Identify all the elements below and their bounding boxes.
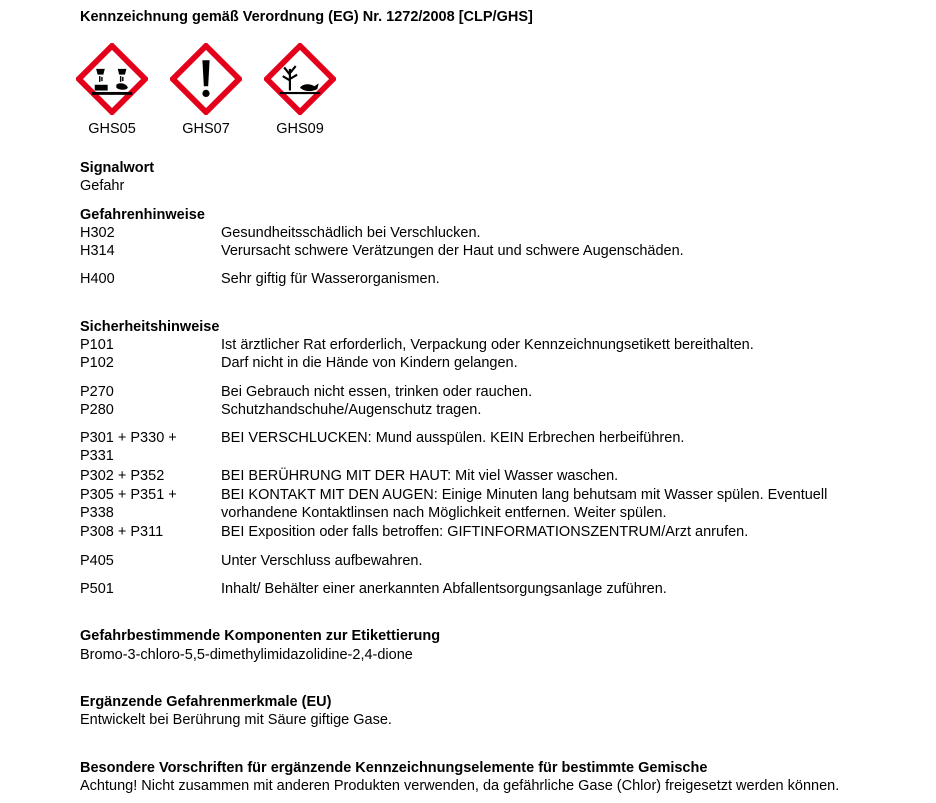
precaution-text: Darf nicht in die Hände von Kindern gelangen.	[221, 355, 518, 371]
hazard-code: H302	[80, 225, 115, 241]
precaution-code-cont: P338	[80, 505, 114, 521]
pictogram-code-ghs05: GHS05	[88, 121, 136, 137]
hazard-text: Sehr giftig für Wasserorganismen.	[221, 271, 440, 287]
hazard-statements-heading: Gefahrenhinweise	[80, 207, 205, 223]
pictogram-code-ghs07: GHS07	[182, 121, 230, 137]
precaution-text: BEI BERÜHRUNG MIT DER HAUT: Mit viel Wasser waschen.	[221, 468, 619, 484]
hazard-code: H400	[80, 271, 115, 287]
exclamation-icon	[170, 43, 242, 115]
precaution-text: Bei Gebrauch nicht essen, trinken oder rauchen.	[221, 384, 533, 400]
special-provisions-heading: Besondere Vorschriften für ergänzende Kennzeichnungselemente für bestimmte Gemische	[80, 760, 708, 776]
precaution-text: BEI Exposition oder falls betroffen: GIFTINFORMATIONSZENTRUM/Arzt anrufen.	[221, 524, 749, 540]
hazard-text: Gesundheitsschädlich bei Verschlucken.	[221, 225, 481, 241]
precaution-text: Schutzhandschuhe/Augenschutz tragen.	[221, 402, 482, 418]
pictogram-code-ghs09: GHS09	[276, 121, 324, 137]
precaution-code: P501	[80, 581, 114, 597]
precaution-code: P101	[80, 337, 114, 353]
precaution-code: P102	[80, 355, 114, 371]
precaution-text: BEI VERSCHLUCKEN: Mund ausspülen. KEIN Erbrechen herbeiführen.	[221, 430, 685, 446]
precaution-code: P280	[80, 402, 114, 418]
signal-word-heading: Signalwort	[80, 160, 155, 176]
supplementary-value: Entwickelt bei Berührung mit Säure giftige Gase.	[80, 712, 392, 728]
precaution-text: BEI KONTAKT MIT DEN AUGEN: Einige Minuten lang behutsam mit Wasser spülen. Eventuell	[221, 487, 828, 503]
corrosion-icon	[76, 43, 148, 115]
precaution-code: P270	[80, 384, 114, 400]
environment-icon	[264, 43, 336, 115]
precaution-code: P301 + P330 +	[80, 430, 177, 446]
hazard-code: H314	[80, 243, 115, 259]
special-provisions-value: Achtung! Nicht zusammen mit anderen Produkten verwenden, da gefährliche Gase (Chlor) freigesetzt werden können.	[80, 778, 840, 794]
components-value: Bromo-3-chloro-5,5-dimethylimidazolidine-2,4-dione	[80, 647, 413, 663]
precautionary-statements-heading: Sicherheitshinweise	[80, 319, 220, 335]
precaution-text: Ist ärztlicher Rat erforderlich, Verpackung oder Kennzeichnungsetikett bereithalten.	[221, 337, 754, 353]
precaution-code: P308 + P311	[80, 524, 164, 540]
precaution-code-cont: P331	[80, 448, 114, 464]
precaution-code: P305 + P351 +	[80, 487, 177, 503]
precaution-code: P302 + P352	[80, 468, 165, 484]
precaution-text: Inhalt/ Behälter einer anerkannten Abfallentsorgungsanlage zuführen.	[221, 581, 667, 597]
page-title: Kennzeichnung gemäß Verordnung (EG) Nr. 1272/2008 [CLP/GHS]	[80, 9, 533, 25]
components-heading: Gefahrbestimmende Komponenten zur Etikettierung	[80, 628, 441, 644]
supplementary-heading: Ergänzende Gefahrenmerkmale (EU)	[80, 694, 332, 710]
precaution-code: P405	[80, 553, 114, 569]
precaution-text-cont: vorhandene Kontaktlinsen nach Möglichkeit entfernen. Weiter spülen.	[221, 505, 667, 521]
signal-word-value: Gefahr	[80, 178, 125, 194]
hazard-text: Verursacht schwere Verätzungen der Haut und schwere Augenschäden.	[221, 243, 684, 259]
precaution-text: Unter Verschluss aufbewahren.	[221, 553, 423, 569]
